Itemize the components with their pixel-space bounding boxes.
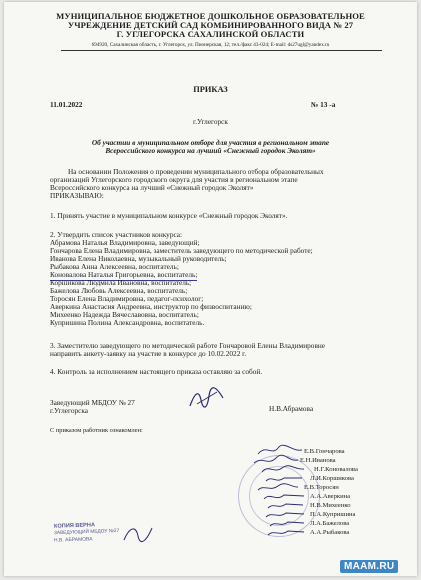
stamp-line2: ЗАВЕДУЮЩИЙ МБДОУ №27 bbox=[53, 528, 120, 537]
item-3-line1: 3. Заместителю заведующего по методической работе Гончаровой Елены Владимировне bbox=[50, 341, 326, 350]
signatory-name: П.А.Купришина bbox=[310, 511, 356, 518]
signatory-name: Е.Н.Иванова bbox=[300, 457, 336, 464]
participant-row: Абрамова Наталья Владимировна, заведующий; bbox=[50, 238, 200, 247]
order-city: г.Углегорск bbox=[193, 117, 228, 126]
participant-row: Торосян Елена Владимировна, педагог-психолог; bbox=[50, 294, 204, 303]
signoff-position: Заведующий МБДОУ № 27 bbox=[50, 398, 135, 407]
preamble-line1: На основании Положения о проведении муниципального отбора образовательных bbox=[68, 167, 324, 176]
document-page bbox=[4, 2, 417, 576]
preamble-directive: ПРИКАЗЫВАЮ: bbox=[50, 191, 104, 200]
staff-signatures bbox=[248, 442, 308, 538]
item-1: 1. Принять участие в муниципальном конкурсе «Снежный городок Эколят». bbox=[50, 211, 288, 220]
signatory-name: Н.Г.Коновалова bbox=[314, 466, 358, 473]
head-signature bbox=[187, 386, 227, 412]
signoff-city: г.Углегорска bbox=[50, 406, 89, 415]
participant-row: Купришина Полина Александровна, воспитатель. bbox=[50, 318, 205, 327]
participant-row: Аверкина Анастасия Андреевна, инструктор по физвоспитанию; bbox=[50, 302, 252, 311]
signatory-name: Н.В.Михеенко bbox=[310, 502, 351, 509]
participant-row: Иванова Елена Николаевна, музыкальный руководитель; bbox=[50, 254, 227, 263]
org-address: 694920, Сахалинская область, г. Углегорск, ул. Пионерская, 12; тел./факс 43-024; E-mail: ds27ugl@yandex.ru bbox=[91, 42, 330, 48]
item-4: 4. Контроль за исполнением настоящего приказа оставляю за собой. bbox=[50, 367, 263, 376]
signatory-name: Е.В.Торосян bbox=[304, 484, 339, 491]
preamble-line3: Всероссийского конкурса на лучший «Снежный городок Эколят» bbox=[50, 183, 254, 192]
org-name-line1: МУНИЦИПАЛЬНОЕ БЮДЖЕТНОЕ ДОШКОЛЬНОЕ ОБРАЗОВАТЕЛЬНОЕ bbox=[56, 11, 365, 21]
order-date: 11.01.2022 bbox=[50, 100, 83, 109]
order-subject-line1: Об участии в муниципальном отборе для участия в региональном этапе bbox=[91, 138, 330, 147]
item-3-line2: направить анкету-заявку на участие в конкурсе до 10.02.2022 г. bbox=[50, 349, 247, 358]
head-name: Н.В.Абрамова bbox=[269, 404, 314, 413]
org-name-line3: Г. УГЛЕГОРСКА САХАЛИНСКОЙ ОБЛАСТИ bbox=[116, 29, 305, 39]
site-watermark: MAAM.RU bbox=[340, 560, 398, 573]
stamp-line1: КОПИЯ ВЕРНА bbox=[53, 522, 96, 530]
stamp-signature bbox=[122, 522, 158, 544]
order-subject-line2: Всероссийского конкурса на лучший «Снежный городок Эколят» bbox=[105, 146, 316, 155]
participant-row: Коновалова Наталья Григорьевна, воспитатель; bbox=[50, 270, 198, 279]
preamble-line2: организаций Углегорского городского округа для участия в региональном этапе bbox=[50, 175, 298, 184]
participant-row: Рыбакова Анна Алексеевна, воспитатель; bbox=[50, 262, 179, 271]
order-title: ПРИКАЗ bbox=[193, 85, 228, 94]
familiarized-note: С приказом работник ознакомлен: bbox=[50, 427, 143, 434]
signatory-name: Л.И.Коршикова bbox=[310, 475, 354, 482]
stamp-line3: Н.В. АБРАМОВА bbox=[53, 536, 93, 544]
order-number: № 13 -а bbox=[311, 100, 336, 109]
participant-row: Гончарова Елена Владимировна, заместитель заведующего по методической работе; bbox=[50, 246, 313, 255]
header-divider bbox=[61, 50, 382, 51]
signatory-name: А.А.Рыбакова bbox=[310, 529, 350, 536]
participant-row: Коршикова Людмила Ивановна, воспитатель; bbox=[50, 278, 192, 287]
signatory-name: Л.А.Бажелова bbox=[310, 520, 350, 527]
org-name-line2: УЧРЕЖДЕНИЕ ДЕТСКИЙ САД КОМБИНИРОВАННОГО ВИДА № 27 bbox=[67, 20, 354, 30]
participant-row: Михеенко Надежда Вячеславовна, воспитатель; bbox=[50, 310, 199, 319]
item-2-heading: 2. Утвердить список участников конкурса: bbox=[50, 230, 183, 239]
participant-row: Бажелова Любовь Алексеевна, воспитатель; bbox=[50, 286, 188, 295]
signatory-name: А.А.Аверкина bbox=[310, 493, 351, 500]
signatory-name: Е.В.Гончарова bbox=[304, 448, 345, 455]
